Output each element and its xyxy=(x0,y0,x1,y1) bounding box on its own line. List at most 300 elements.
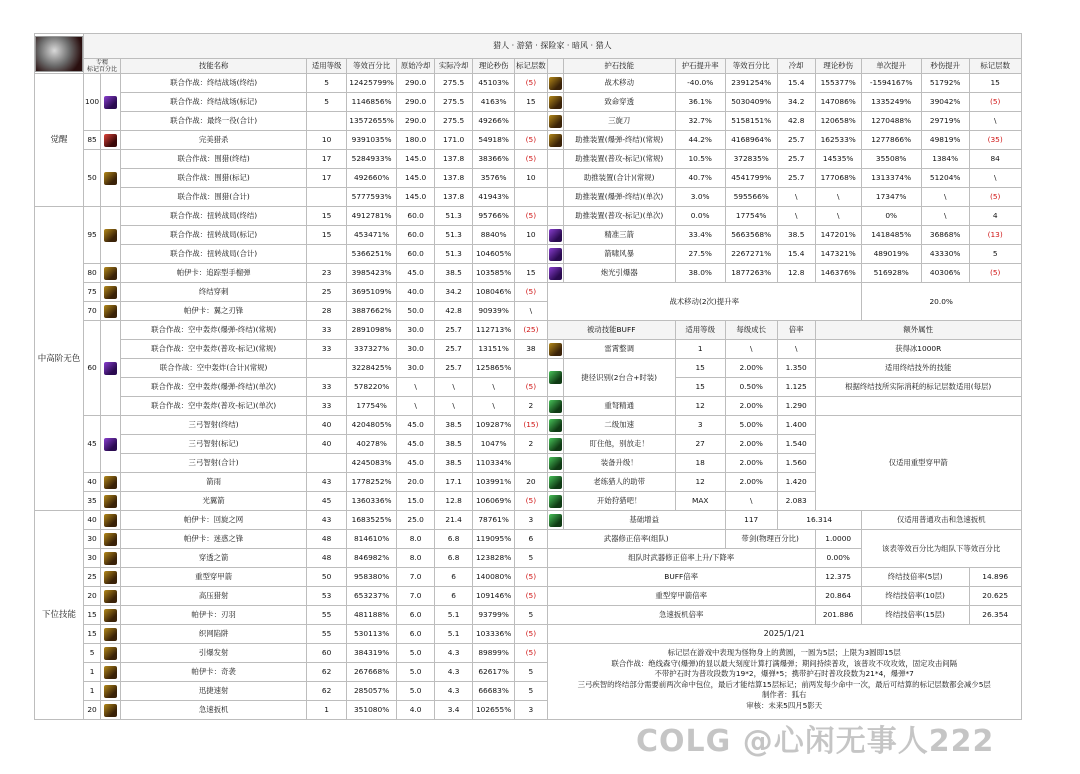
skill-name: 完美猎杀 xyxy=(121,131,307,150)
talisman-pct: 2267271% xyxy=(725,245,777,264)
req-level: 43 xyxy=(307,473,347,492)
req-level xyxy=(307,359,347,378)
talisman-once: 489019% xyxy=(861,245,921,264)
mark-layers: (5) xyxy=(515,378,548,397)
skill-name: 联合作战：空中轰炸(爆弹-终结)(常规) xyxy=(121,321,307,340)
equiv-pct: 3887662% xyxy=(347,302,397,321)
talisman-gain: 36868% xyxy=(921,226,969,245)
base-cd: 7.0 xyxy=(397,587,435,606)
base-note: 仅适用普通攻击和急速扳机 xyxy=(861,511,1021,530)
talisman-mark: (5) xyxy=(969,264,1021,283)
talisman-mark: (5) xyxy=(969,93,1021,112)
buff-header: 额外属性 xyxy=(815,321,1021,340)
talisman-dps: 14535% xyxy=(815,150,861,169)
skill-name: 联合作战：扭转战局(终结) xyxy=(121,207,307,226)
skill-level: 40 xyxy=(84,473,101,492)
buff-grow: 5.00% xyxy=(725,416,777,435)
character-portrait xyxy=(35,34,84,74)
talisman-once: 516928% xyxy=(861,264,921,283)
skill-level: 75 xyxy=(84,283,101,302)
talisman-gain: 51792% xyxy=(921,74,969,93)
base-label: 基础增益 xyxy=(563,511,725,530)
buff-grow: \ xyxy=(725,492,777,511)
theory-dps: 62617% xyxy=(473,663,515,682)
right-header: 等效百分比 xyxy=(725,59,777,74)
mult-label: 急速扳机倍率 xyxy=(547,606,815,625)
theory-dps: 119095% xyxy=(473,530,515,549)
equiv-pct: 5777593% xyxy=(347,188,397,207)
req-level: 43 xyxy=(307,511,347,530)
stack-value: 14.896 xyxy=(969,568,1021,587)
theory-dps: 49266% xyxy=(473,112,515,131)
equiv-pct: 13572655% xyxy=(347,112,397,131)
equiv-pct: 5284933% xyxy=(347,150,397,169)
skill-icon-cell xyxy=(101,150,121,207)
base-cd: 145.0 xyxy=(397,169,435,188)
req-level xyxy=(307,112,347,131)
skill-name: 光翼箭 xyxy=(121,492,307,511)
base-cd: 60.0 xyxy=(397,207,435,226)
buff-grow: \ xyxy=(725,340,777,359)
equiv-pct: 3985423% xyxy=(347,264,397,283)
skill-name: 重型穿甲箭 xyxy=(121,568,307,587)
table-row xyxy=(35,93,1022,112)
table-row xyxy=(35,397,1022,416)
talisman-gain: 43330% xyxy=(921,245,969,264)
skill-level: 70 xyxy=(84,302,101,321)
base-cd: 45.0 xyxy=(397,435,435,454)
talisman-mark: (5) xyxy=(969,188,1021,207)
skill-icon xyxy=(549,438,562,451)
skill-level: 30 xyxy=(84,530,101,549)
theory-dps: 45103% xyxy=(473,74,515,93)
mark-layers: (5) xyxy=(515,568,548,587)
talisman-mark: 4 xyxy=(969,207,1021,226)
left-header: 技能名称 xyxy=(121,59,307,74)
skill-name: 帕伊卡：追踪型手榴弹 xyxy=(121,264,307,283)
wf-value: 带剑(物理百分比) xyxy=(725,530,815,549)
character-portrait-image xyxy=(35,36,83,72)
theory-dps: 103991% xyxy=(473,473,515,492)
base-cd: 6.0 xyxy=(397,606,435,625)
buff-name: 开始狩猎吧！ xyxy=(563,492,675,511)
mark-layers: 5 xyxy=(515,663,548,682)
base-cd: 180.0 xyxy=(397,131,435,150)
skill-icon-cell xyxy=(101,416,121,473)
actual-cd: 4.3 xyxy=(435,663,473,682)
theory-dps: \ xyxy=(473,397,515,416)
base-cd: 60.0 xyxy=(397,226,435,245)
theory-dps: 102655% xyxy=(473,701,515,720)
buff-extra: 获得冰1000R xyxy=(815,340,1021,359)
buff-mult: 2.083 xyxy=(777,492,815,511)
skill-icon xyxy=(104,286,117,299)
equiv-pct: 1360336% xyxy=(347,492,397,511)
actual-cd: 17.1 xyxy=(435,473,473,492)
skill-name: 三弓智射(标记) xyxy=(121,435,307,454)
skill-icon-cell xyxy=(101,682,121,701)
talisman-name: 三旋刀 xyxy=(563,112,675,131)
buff-grow: 2.00% xyxy=(725,473,777,492)
equiv-pct: 1146856% xyxy=(347,93,397,112)
skill-icon xyxy=(549,96,562,109)
theory-dps: 103336% xyxy=(473,625,515,644)
req-level: 33 xyxy=(307,397,347,416)
skill-icon xyxy=(104,609,117,622)
skill-name: 引爆发射 xyxy=(121,644,307,663)
table-row xyxy=(35,112,1022,131)
talisman-icon-cell xyxy=(547,245,563,264)
skill-name: 联合作战：围猎(合计) xyxy=(121,188,307,207)
mark-layers: 5 xyxy=(515,682,548,701)
skill-name: 帕伊卡：奇袭 xyxy=(121,663,307,682)
table-row xyxy=(35,245,1022,264)
talisman-gain: \ xyxy=(921,207,969,226)
talisman-pct: 372835% xyxy=(725,150,777,169)
left-header: 原始冷却 xyxy=(397,59,435,74)
buff-header: 倍率 xyxy=(777,321,815,340)
actual-cd: 25.7 xyxy=(435,321,473,340)
talisman-dps: 120658% xyxy=(815,112,861,131)
actual-cd: 12.8 xyxy=(435,492,473,511)
buff-mult: 1.420 xyxy=(777,473,815,492)
talisman-gain: 51204% xyxy=(921,169,969,188)
left-header: 等效百分比 xyxy=(347,59,397,74)
talisman-name: 战术移动 xyxy=(563,74,675,93)
buff-extra: 适用终结技外的技能 xyxy=(815,359,1021,378)
buff-grow: 0.50% xyxy=(725,378,777,397)
talisman-name: 助推装置(普攻-标记)(单次) xyxy=(563,207,675,226)
mark-layers: (5) xyxy=(515,150,548,169)
table-row xyxy=(35,188,1022,207)
right-header: 标记层数 xyxy=(969,59,1021,74)
mark-layers: 5 xyxy=(515,606,548,625)
group-label: 下位技能 xyxy=(35,511,84,720)
base-cd: 45.0 xyxy=(397,264,435,283)
talisman-gain: \ xyxy=(921,188,969,207)
skill-level: 30 xyxy=(84,549,101,568)
talisman-cd: \ xyxy=(777,207,815,226)
talisman-icon-cell xyxy=(547,207,563,226)
theory-dps: 78761% xyxy=(473,511,515,530)
right-header: 护石提升率 xyxy=(675,59,725,74)
table-row xyxy=(35,378,1022,397)
base-mult: 16.314 xyxy=(777,511,861,530)
table-row xyxy=(35,264,1022,283)
theory-dps: 4163% xyxy=(473,93,515,112)
actual-cd: 51.3 xyxy=(435,245,473,264)
buff-icon-cell xyxy=(547,511,563,530)
mark-layers xyxy=(515,112,548,131)
theory-dps: \ xyxy=(473,378,515,397)
actual-cd: 38.5 xyxy=(435,435,473,454)
table-row xyxy=(35,169,1022,188)
talisman-rate: 0.0% xyxy=(675,207,725,226)
skill-icon xyxy=(549,514,562,527)
buff-icon-cell xyxy=(547,397,563,416)
mark-layers: (5) xyxy=(515,644,548,663)
theory-dps: 95766% xyxy=(473,207,515,226)
skill-level: 1 xyxy=(84,663,101,682)
talisman-pct: 5663568% xyxy=(725,226,777,245)
buff-name: 重弩精通 xyxy=(563,397,675,416)
skill-icon-cell xyxy=(101,625,121,644)
group-label: 觉醒 xyxy=(35,74,84,207)
buff-grow: 2.00% xyxy=(725,454,777,473)
talisman-gain: 40306% xyxy=(921,264,969,283)
actual-cd: \ xyxy=(435,397,473,416)
skill-name: 联合作战：最终一役(合计) xyxy=(121,112,307,131)
skill-icon-cell xyxy=(101,511,121,530)
mark-layers: 15 xyxy=(515,93,548,112)
mark-layers: 3 xyxy=(515,511,548,530)
talisman-pct: 4541799% xyxy=(725,169,777,188)
skill-name: 联合作战：围猎(终结) xyxy=(121,150,307,169)
talisman-dps: \ xyxy=(815,207,861,226)
req-level: 50 xyxy=(307,568,347,587)
base-cd: 40.0 xyxy=(397,283,435,302)
theory-dps: 66683% xyxy=(473,682,515,701)
date: 2025/1/21 xyxy=(547,625,1021,644)
mark-layers: 2 xyxy=(515,435,548,454)
notes-block xyxy=(547,644,1021,720)
equiv-pct: 3695109% xyxy=(347,283,397,302)
skill-icon xyxy=(104,590,117,603)
req-level xyxy=(307,188,347,207)
talisman-pct: 2391254% xyxy=(725,74,777,93)
mark-layers: (5) xyxy=(515,74,548,93)
skill-icon-cell xyxy=(101,207,121,264)
talisman-dps: 147321% xyxy=(815,245,861,264)
equiv-pct: 530113% xyxy=(347,625,397,644)
req-level: 1 xyxy=(307,701,347,720)
actual-cd: 38.5 xyxy=(435,454,473,473)
talisman-rate: 40.7% xyxy=(675,169,725,188)
equiv-pct: 1683525% xyxy=(347,511,397,530)
skill-name: 联合作战：空中轰炸(爆弹-终结)(单次) xyxy=(121,378,307,397)
damage-sheet xyxy=(34,33,1046,720)
buff-name: 雷霄整调 xyxy=(563,340,675,359)
skill-name: 联合作战：终结战场(标记) xyxy=(121,93,307,112)
skill-level: 100 xyxy=(84,74,101,131)
skill-level: 15 xyxy=(84,606,101,625)
talisman-name: 助推装置(合计)(常规) xyxy=(563,169,675,188)
base-cd: 5.0 xyxy=(397,682,435,701)
group-label: 中高阶无色 xyxy=(35,207,84,511)
talisman-dps: \ xyxy=(815,188,861,207)
talisman-icon-cell xyxy=(547,188,563,207)
table-row xyxy=(35,207,1022,226)
buff-req: 27 xyxy=(675,435,725,454)
skill-icon xyxy=(549,343,562,356)
buff-mult: \ xyxy=(777,340,815,359)
talisman-pct: 17754% xyxy=(725,207,777,226)
skill-icon xyxy=(549,134,562,147)
req-level: 33 xyxy=(307,340,347,359)
team-value: 0.00% xyxy=(815,549,861,568)
equiv-pct: 2891098% xyxy=(347,321,397,340)
talisman-mark: (35) xyxy=(969,131,1021,150)
skill-level: 5 xyxy=(84,644,101,663)
table-row xyxy=(35,131,1022,150)
skill-icon-cell xyxy=(101,264,121,283)
talisman-gain: 39042% xyxy=(921,93,969,112)
base-cd: 30.0 xyxy=(397,359,435,378)
theory-dps: 93799% xyxy=(473,606,515,625)
talisman-pct: 5030409% xyxy=(725,93,777,112)
req-level: 62 xyxy=(307,663,347,682)
actual-cd: 137.8 xyxy=(435,150,473,169)
talisman-mark: 15 xyxy=(969,74,1021,93)
mark-layers xyxy=(515,245,548,264)
skill-icon xyxy=(104,704,117,717)
actual-cd: 275.5 xyxy=(435,74,473,93)
skill-icon xyxy=(104,628,117,641)
skill-icon xyxy=(104,476,117,489)
talisman-cd: 25.7 xyxy=(777,169,815,188)
talisman-rate: 3.0% xyxy=(675,188,725,207)
req-level: 33 xyxy=(307,378,347,397)
talisman-icon-cell xyxy=(547,169,563,188)
table-row xyxy=(35,226,1022,245)
mult-value: 20.864 xyxy=(815,587,861,606)
actual-cd: 21.4 xyxy=(435,511,473,530)
mult-label: BUFF倍率 xyxy=(547,568,815,587)
skill-icon xyxy=(549,457,562,470)
skill-icon xyxy=(549,400,562,413)
talisman-dps: 146376% xyxy=(815,264,861,283)
actual-cd: 34.2 xyxy=(435,283,473,302)
req-level: 25 xyxy=(307,283,347,302)
talisman-icon-cell xyxy=(547,93,563,112)
mark-layers: (5) xyxy=(515,492,548,511)
talisman-cd: 38.5 xyxy=(777,226,815,245)
req-level: 23 xyxy=(307,264,347,283)
equiv-pct: 578220% xyxy=(347,378,397,397)
req-level: 62 xyxy=(307,682,347,701)
talisman-pct: 4168964% xyxy=(725,131,777,150)
skill-level: 40 xyxy=(84,511,101,530)
req-level: 55 xyxy=(307,625,347,644)
actual-cd: 42.8 xyxy=(435,302,473,321)
table-row xyxy=(35,587,1022,606)
talisman-name: 助推装置(普攻-标记)(常规) xyxy=(563,150,675,169)
talisman-rate: 44.2% xyxy=(675,131,725,150)
skill-icon xyxy=(549,229,562,242)
equiv-pct: 814610% xyxy=(347,530,397,549)
buff-grow: 2.00% xyxy=(725,397,777,416)
table-row xyxy=(35,283,1022,302)
equiv-pct: 492660% xyxy=(347,169,397,188)
skill-icon xyxy=(104,666,117,679)
mark-layers: 10 xyxy=(515,226,548,245)
buff-icon-cell xyxy=(547,473,563,492)
skill-icon xyxy=(104,362,117,375)
mult-value: 201.886 xyxy=(815,606,861,625)
buff-name: 二级加速 xyxy=(563,416,675,435)
talisman-once: 1418485% xyxy=(861,226,921,245)
buff-header: 被动技能BUFF xyxy=(547,321,675,340)
skill-name: 箭雨 xyxy=(121,473,307,492)
sheet-table xyxy=(34,33,1022,720)
mark-layers: 15 xyxy=(515,264,548,283)
buff-icon-cell xyxy=(547,435,563,454)
base-cd: 7.0 xyxy=(397,568,435,587)
skill-icon-cell xyxy=(101,492,121,511)
req-level: 17 xyxy=(307,169,347,188)
skill-icon xyxy=(549,371,562,384)
buff-req: 15 xyxy=(675,378,725,397)
right-header: 理论秒伤 xyxy=(815,59,861,74)
talisman-once: 1270488% xyxy=(861,112,921,131)
skill-icon xyxy=(549,476,562,489)
skill-icon xyxy=(549,495,562,508)
equiv-pct: 384319% xyxy=(347,644,397,663)
buff-mult: 1.400 xyxy=(777,416,815,435)
right-header: 护石技能 xyxy=(563,59,675,74)
note-line: 联合作战：绝线森守(爆弹)的显以最大刻度计算打满爆弹；期间持续普攻，该普攻不攻攻效，固定攻击间隔 xyxy=(611,658,958,668)
equiv-pct: 267668% xyxy=(347,663,397,682)
note-line: 标记层在游戏中表现为怪物身上的黄圆，一圆为5层；上限为3圆即15层 xyxy=(667,648,901,657)
skill-name: 终结穿刺 xyxy=(121,283,307,302)
actual-cd: 6.8 xyxy=(435,530,473,549)
equiv-pct: 285057% xyxy=(347,682,397,701)
theory-dps: 104605% xyxy=(473,245,515,264)
talisman-pct: 5158151% xyxy=(725,112,777,131)
talisman-cd: 34.2 xyxy=(777,93,815,112)
table-row xyxy=(35,150,1022,169)
buff-name: 装备升级！ xyxy=(563,454,675,473)
skill-icon xyxy=(549,248,562,261)
talisman-name: 助推装置(爆弹-终结)(常规) xyxy=(563,131,675,150)
theory-dps: 125865% xyxy=(473,359,515,378)
talisman-cd: 25.7 xyxy=(777,150,815,169)
base-cd: 15.0 xyxy=(397,492,435,511)
buff-header: 适用等级 xyxy=(675,321,725,340)
talisman-icon-cell xyxy=(547,131,563,150)
skill-icon xyxy=(104,647,117,660)
talisman-cd: \ xyxy=(777,188,815,207)
base-cd: 290.0 xyxy=(397,93,435,112)
talisman-name: 致命穿透 xyxy=(563,93,675,112)
actual-cd: 25.7 xyxy=(435,340,473,359)
table-row xyxy=(35,568,1022,587)
table-row xyxy=(35,606,1022,625)
buff-name: 老练猎人的助带 xyxy=(563,473,675,492)
talisman-cd: 12.8 xyxy=(777,264,815,283)
tactical-value: 20.0% xyxy=(861,283,1021,321)
talisman-icon-cell xyxy=(547,74,563,93)
buff-extra: 根据终结技所实际消耗的标记层数适用(每层) xyxy=(815,378,1021,397)
theory-dps: 106069% xyxy=(473,492,515,511)
buff-req: 12 xyxy=(675,473,725,492)
skill-icon-cell xyxy=(101,530,121,549)
actual-cd: 3.4 xyxy=(435,701,473,720)
table-row xyxy=(35,530,1022,549)
mark-layers: 10 xyxy=(515,169,548,188)
note-line: 三弓疾智的终结部分需要前两次命中包位，最后才能结算15层标记；前两发每少命中一次，最后可结算的标记层数都会减少5层 xyxy=(577,679,991,689)
buff-req: 18 xyxy=(675,454,725,473)
buff-req: 12 xyxy=(675,397,725,416)
skill-name: 急速扳机 xyxy=(121,701,307,720)
base-cd: 145.0 xyxy=(397,150,435,169)
req-level: 60 xyxy=(307,644,347,663)
mark-layers: (25) xyxy=(515,321,548,340)
talisman-once: 1277866% xyxy=(861,131,921,150)
skill-name: 帕伊卡：迷惑之锋 xyxy=(121,530,307,549)
skill-level: 50 xyxy=(84,150,101,207)
actual-cd: 25.7 xyxy=(435,359,473,378)
